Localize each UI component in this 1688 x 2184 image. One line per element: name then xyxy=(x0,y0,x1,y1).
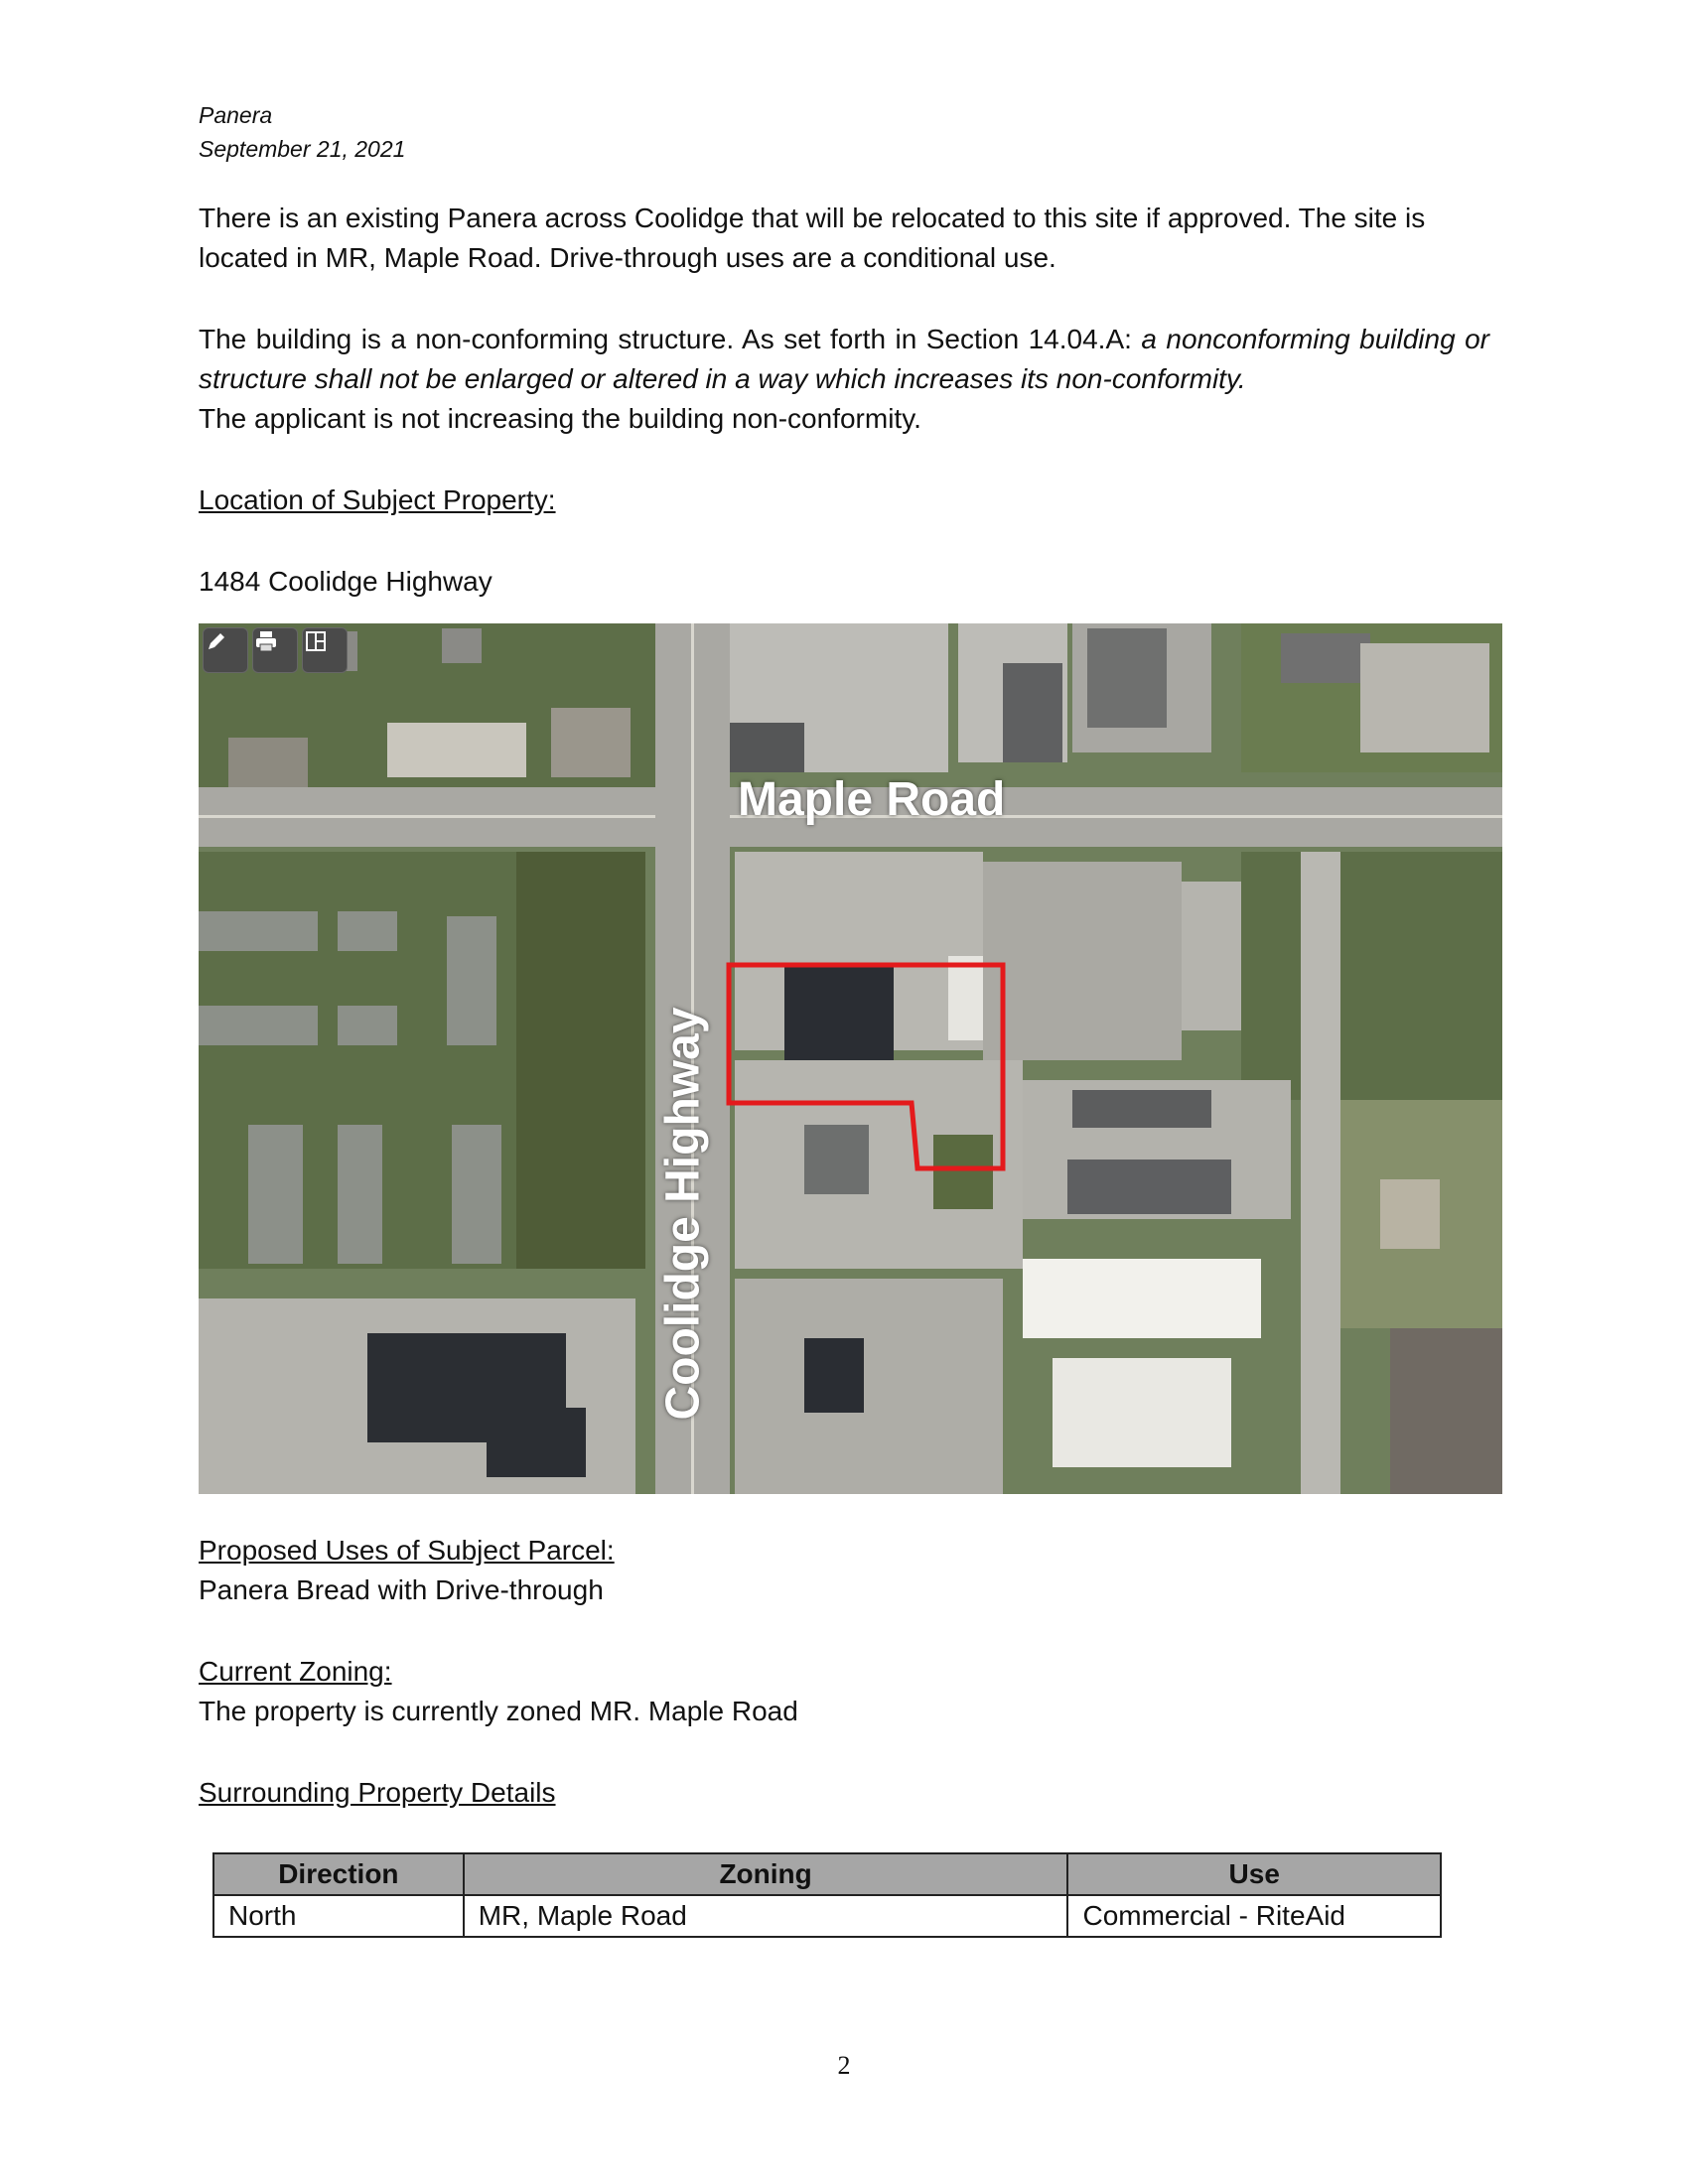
pencil-icon[interactable] xyxy=(203,627,248,673)
aerial-imagery xyxy=(199,623,1502,1494)
location-heading: Location of Subject Property: xyxy=(199,484,556,515)
proposed-value: Panera Bread with Drive-through xyxy=(199,1574,604,1605)
intro-paragraph-1: There is an existing Panera across Coolidge that will be relocated to this site if approved. The site is located in MR, Maple Road. Drive-through uses are a conditional use. xyxy=(199,203,1426,273)
aerial-map[interactable] xyxy=(199,623,1502,1494)
zoning-value: The property is currently zoned MR. Maple Road xyxy=(199,1696,798,1726)
cell-use: Commercial - RiteAid xyxy=(1067,1895,1441,1937)
zoning-heading: Current Zoning: xyxy=(199,1656,392,1687)
header-date: September 21, 2021 xyxy=(199,136,406,162)
maple-road-label: Maple Road xyxy=(738,773,1006,826)
table-header-row xyxy=(213,1853,1441,1895)
cell-zoning: MR, Maple Road xyxy=(464,1895,1068,1937)
cell-direction: North xyxy=(213,1895,464,1937)
column-header-use: Use xyxy=(1067,1853,1441,1895)
layout-icon[interactable] xyxy=(302,627,348,673)
print-icon[interactable] xyxy=(252,627,298,673)
intro-paragraph-2 xyxy=(199,320,1489,399)
column-header-zoning: Zoning xyxy=(464,1853,1068,1895)
coolidge-highway-label: Coolidge Highway xyxy=(656,1007,710,1421)
proposed-heading: Proposed Uses of Subject Parcel: xyxy=(199,1535,615,1566)
surrounding-table xyxy=(212,1852,1442,1938)
surrounding-heading: Surrounding Property Details xyxy=(199,1777,556,1808)
intro-p2-quote: a nonconforming building or structure shall not be enlarged or altered in a way which increases its non-conformity. xyxy=(199,324,1490,394)
intro-p2-lead: The building is a non-conforming structure. As set forth in Section 14.04.A: xyxy=(199,324,1142,354)
page-number: 2 xyxy=(837,2051,851,2080)
table-row xyxy=(213,1895,1441,1937)
intro-paragraph-3: The applicant is not increasing the building non-conformity. xyxy=(199,403,921,434)
location-address: 1484 Coolidge Highway xyxy=(199,566,492,597)
header-project: Panera xyxy=(199,102,273,128)
column-header-direction: Direction xyxy=(213,1853,464,1895)
